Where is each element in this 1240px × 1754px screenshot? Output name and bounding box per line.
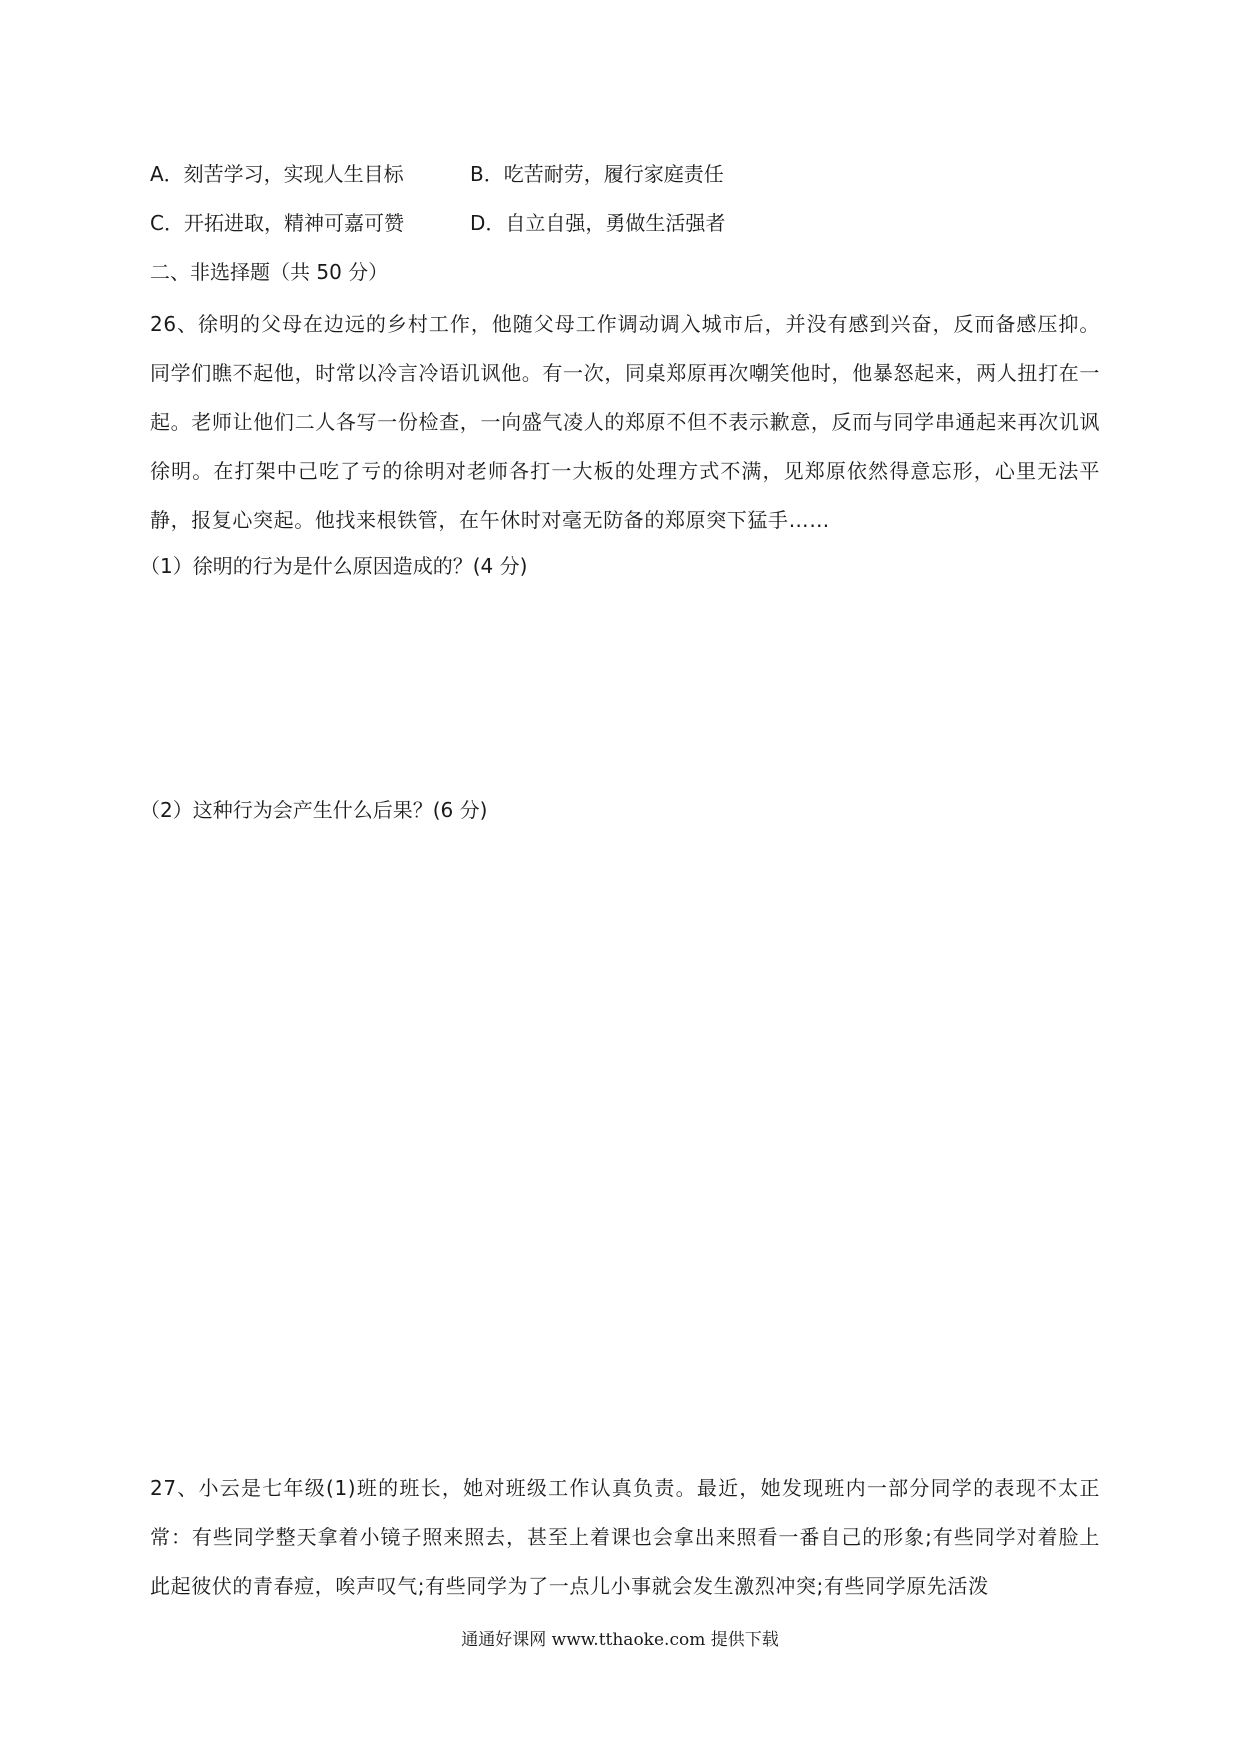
question-26-text: 26、徐明的父母在边远的乡村工作，他随父母工作调动调入城市后，并没有感到兴奋，反而备感压抑。同学们瞧不起他，时常以冷言冷语讥讽他。有一次，同桌郑原再次嘲笑他时，他暴怒起来，两人扭打在一起。老师让他们二人各写一份检查，一向盛气凌人的郑原不但不表示歉意，反而与同学串通起来再次讥讽徐明。在打架中己吃了亏的徐明对老师各打一大板的处理方式不满，见郑原依然得意忘形，心里无法平静，报复心突起。他找来根铁管，在午休时对毫无防备的郑原突下猛手…… — [150, 312, 1100, 532]
option-b: B．吃苦耐劳，履行家庭责任 — [470, 162, 724, 186]
question-27-text: 27、小云是七年级(1)班的班长，她对班级工作认真负责。最近，她发现班内一部分同学的表现不太正常：有些同学整天拿着小镜子照来照去，甚至上着课也会拿出来照看一番自己的形象;有些同学对着脸上此起彼伏的青春痘，唉声叹气;有些同学为了一点儿小事就会发生激烈冲突;有些同学原先活泼 — [150, 1476, 1100, 1598]
option-a: A．刻苦学习，实现人生目标 — [150, 162, 404, 186]
option-c: C．开拓进取，精神可嘉可赞 — [150, 211, 404, 235]
option-d: D．自立自强，勇做生活强者 — [470, 211, 726, 235]
page-footer: 通通好课网 www.tthaoke.com 提供下载 — [461, 1630, 779, 1650]
question-26-sub1: （1）徐明的行为是什么原因造成的？(4 分) — [140, 554, 528, 578]
question-26-sub2: （2）这种行为会产生什么后果？(6 分) — [140, 798, 488, 822]
section-heading: 二、非选择题（共 50 分） — [150, 260, 389, 284]
